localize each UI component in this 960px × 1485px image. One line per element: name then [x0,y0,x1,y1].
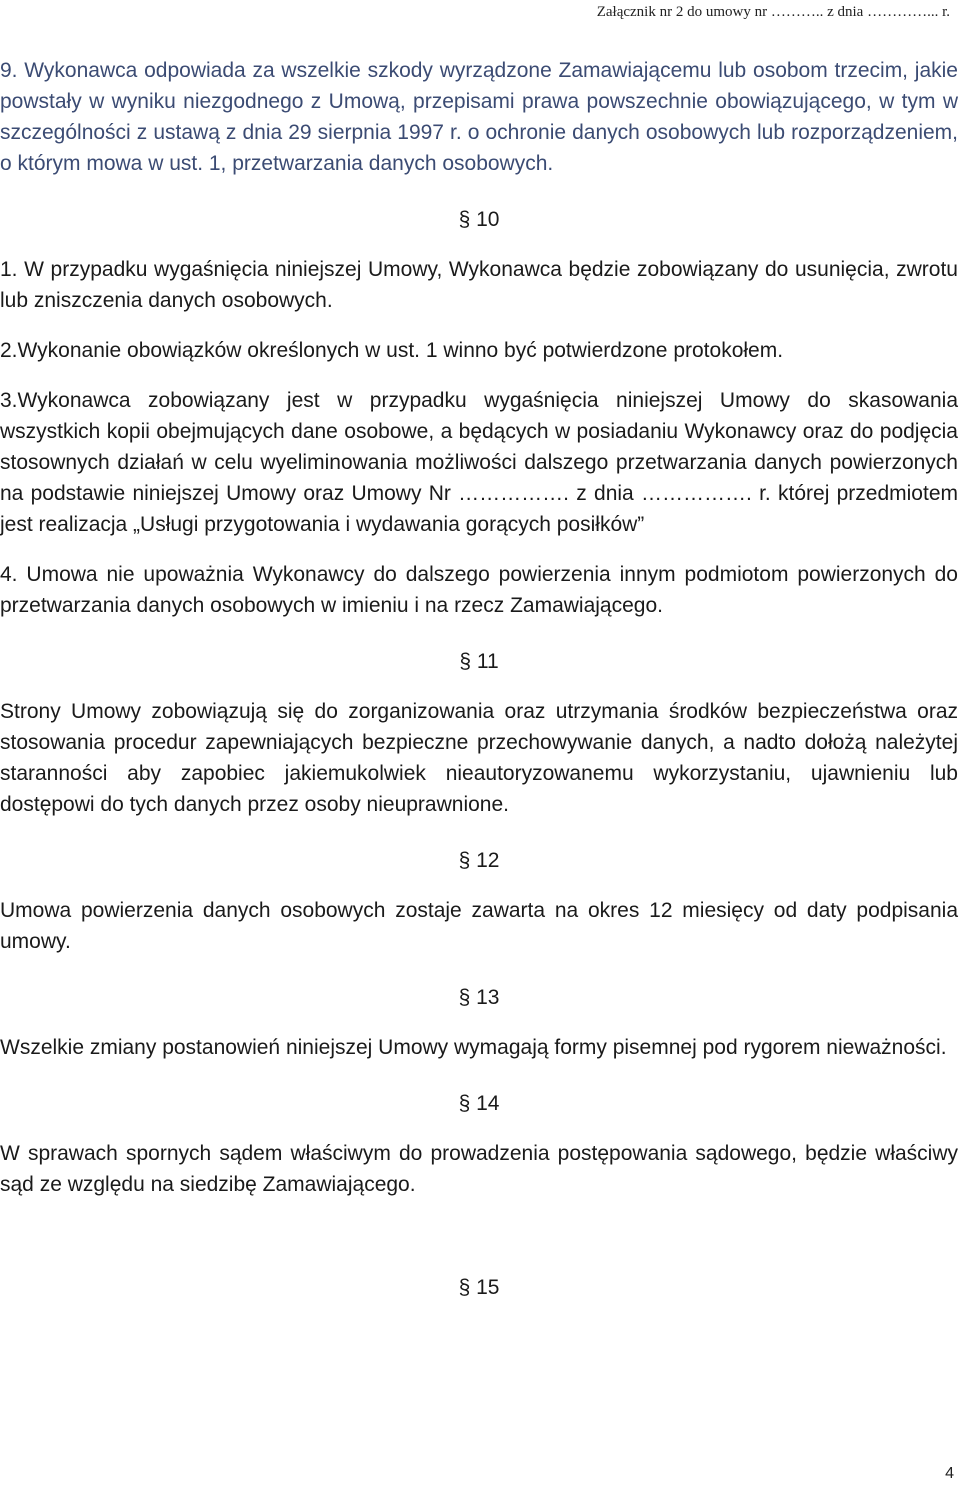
section-10-item-2: 2.Wykonanie obowiązków określonych w ust. 1 winno być potwierdzone protokołem. [0,339,784,362]
paragraph-9: 9. Wykonawca odpowiada za wszelkie szkody wyrządzone Zamawiającemu lub osobom trzecim, jakie powstały w wyniku niezgodnego z Umową, przepisami prawa powszechnie obowiązującego, w tym w szczególności z ustawą z dnia 29 sierpnia 1997 r. o ochronie danych osobowych lub rozporządzeniem, o którym mowa w ust. 1, przetwarzania danych osobowych. [0,59,958,175]
section-heading-13: § 13 [458,986,500,1009]
page-number: 4 [945,1465,954,1482]
section-14-text: W sprawach spornych sądem właściwym do prowadzenia postępowania sądowego, będzie właściwy sąd ze względu na siedzibę Zamawiającego. [0,1142,958,1196]
page-header: Załącznik nr 2 do umowy nr ……….. z dnia …………... r. [596,4,950,20]
section-heading-10: § 10 [458,208,500,231]
section-heading-15: § 15 [458,1276,500,1299]
section-12-text: Umowa powierzenia danych osobowych zostaje zawarta na okres 12 miesięcy od daty podpisania umowy. [0,899,958,953]
section-13-text: Wszelkie zmiany postanowień niniejszej Umowy wymagają formy pisemnej pod rygorem nieważności. [0,1036,947,1059]
section-10-item-3: 3.Wykonawca zobowiązany jest w przypadku wygaśnięcia niniejszej Umowy do skasowania wszystkich kopii obejmujących dane osobowe, a będących w posiadaniu Wykonawcy oraz do podjęcia stosownych działań w celu wyeliminowania możliwości dalszego przetwarzania danych powierzonych na podstawie niniejszej Umowy oraz Umowy Nr ……………. z dnia ……………. r. której przedmiotem jest realizacja „Usługi przygotowania i wydawania gorących posiłków” [0,389,958,536]
section-heading-14: § 14 [458,1092,500,1115]
section-11-text: Strony Umowy zobowiązują się do zorganizowania oraz utrzymania środków bezpieczeństwa oraz stosowania procedur zapewniających bezpieczne przechowywanie danych, a nadto dołożą należytej staranności aby zapobiec jakiemukolwiek nieautoryzowanemu wykorzystaniu, ujawnieniu lub dostępowi do tych danych przez osoby nieuprawnione. [0,700,958,816]
section-heading-11: § 11 [459,650,499,673]
section-10-item-1: 1. W przypadku wygaśnięcia niniejszej Umowy, Wykonawca będzie zobowiązany do usunięcia, zwrotu lub zniszczenia danych osobowych. [0,258,958,312]
section-10-item-4: 4. Umowa nie upoważnia Wykonawcy do dalszego powierzenia innym podmiotom powierzonych do przetwarzania danych osobowych w imieniu i na rzecz Zamawiającego. [0,563,958,617]
section-heading-12: § 12 [458,849,500,872]
document-body [0,55,958,1303]
